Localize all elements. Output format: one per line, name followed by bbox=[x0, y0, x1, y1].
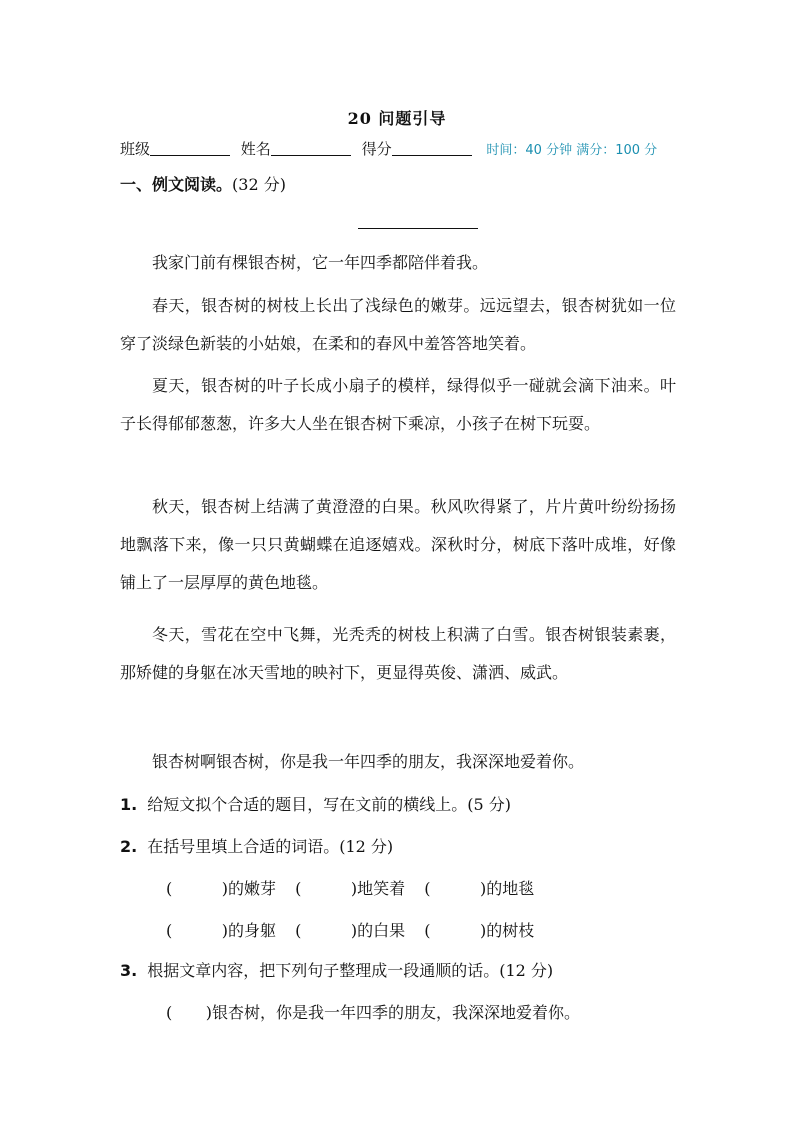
question-1 bbox=[120, 792, 511, 815]
passage-paragraph: 春天，银杏树的树枝上长出了浅绿色的嫩芽。远远望去，银杏树犹如一位穿了淡绿色新装的小姑娘，在柔和的春风中羞答答地笑着。 bbox=[120, 296, 676, 353]
class-label: 班级 bbox=[120, 140, 151, 158]
fill-blank-suffix: 的树枝 bbox=[486, 921, 535, 940]
fill-blank-suffix: 的身躯 bbox=[228, 921, 277, 940]
fill-blank-item[interactable]: ( ) 的树枝 bbox=[424, 921, 535, 940]
fill-blank-item[interactable]: ( ) 的地毯 bbox=[424, 879, 535, 898]
student-info-row bbox=[120, 138, 680, 159]
fill-blank-item[interactable]: ( ) 的身躯 bbox=[166, 921, 277, 940]
fill-blank-item[interactable]: ( ) 地笑着 bbox=[295, 879, 406, 898]
passage-paragraph: 夏天，银杏树的叶子长成小扇子的模样，绿得似乎一碰就会滴下油来。叶子长得郁郁葱葱，许多大人坐在银杏树下乘凉，小孩子在树下玩耍。 bbox=[120, 376, 676, 433]
order-sentence-text: 银杏树，你是我一年四季的朋友，我深深地爱着你。 bbox=[212, 1003, 581, 1022]
question-3 bbox=[120, 958, 553, 981]
question-text: 给短文拟个合适的题目，写在文前的横线上。(5 分) bbox=[147, 795, 511, 814]
question-number: 3. bbox=[120, 961, 138, 980]
order-blank[interactable]: ( ) bbox=[166, 1003, 212, 1022]
time-score-info: 时间：40 分钟 满分：100 分 bbox=[486, 143, 658, 158]
fill-blank-row bbox=[166, 918, 548, 941]
fill-blank-suffix: 地笑着 bbox=[357, 879, 406, 898]
fill-blank-suffix: 的地毯 bbox=[486, 879, 535, 898]
fill-blank-row bbox=[166, 876, 548, 899]
fill-blank-item[interactable]: ( ) 的嫩芽 bbox=[166, 879, 277, 898]
section-score: (32 分) bbox=[232, 175, 286, 194]
order-sentence-item[interactable] bbox=[166, 1000, 580, 1023]
score-label: 得分 bbox=[361, 140, 392, 158]
name-blank[interactable] bbox=[271, 141, 351, 156]
passage-paragraph: 我家门前有棵银杏树，它一年四季都陪伴着我。 bbox=[152, 253, 489, 272]
passage-paragraph: 冬天，雪花在空中飞舞，光秃秃的树枝上积满了白雪。银杏树银装素裹，那矫健的身躯在冰天雪地的映衬下，更显得英俊、潇洒、威武。 bbox=[120, 625, 676, 682]
passage-title-blank[interactable] bbox=[358, 228, 478, 229]
fill-blank-suffix: 的白果 bbox=[357, 921, 406, 940]
question-text: 在括号里填上合适的词语。(12 分) bbox=[147, 837, 394, 856]
question-number: 1. bbox=[120, 795, 138, 814]
name-label: 姓名 bbox=[240, 140, 271, 158]
score-blank[interactable] bbox=[392, 141, 472, 156]
fill-blank-suffix: 的嫩芽 bbox=[228, 879, 277, 898]
passage-paragraph: 银杏树啊银杏树，你是我一年四季的朋友，我深深地爱着你。 bbox=[152, 752, 585, 771]
section-heading bbox=[120, 172, 286, 195]
question-2 bbox=[120, 834, 393, 857]
passage-paragraph: 秋天，银杏树上结满了黄澄澄的白果。秋风吹得紧了，片片黄叶纷纷扬扬地飘落下来，像一只只黄蝴蝶在追逐嬉戏。深秋时分，树底下落叶成堆，好像铺上了一层厚厚的黄色地毯。 bbox=[120, 497, 676, 592]
section-heading-text: 一、例文阅读。 bbox=[120, 175, 233, 194]
class-blank[interactable] bbox=[150, 141, 230, 156]
question-number: 2. bbox=[120, 837, 138, 856]
page-title: 20 问题引导 bbox=[347, 109, 447, 128]
fill-blank-item[interactable]: ( ) 的白果 bbox=[295, 921, 406, 940]
question-text: 根据文章内容，把下列句子整理成一段通顺的话。(12 分) bbox=[147, 961, 554, 980]
